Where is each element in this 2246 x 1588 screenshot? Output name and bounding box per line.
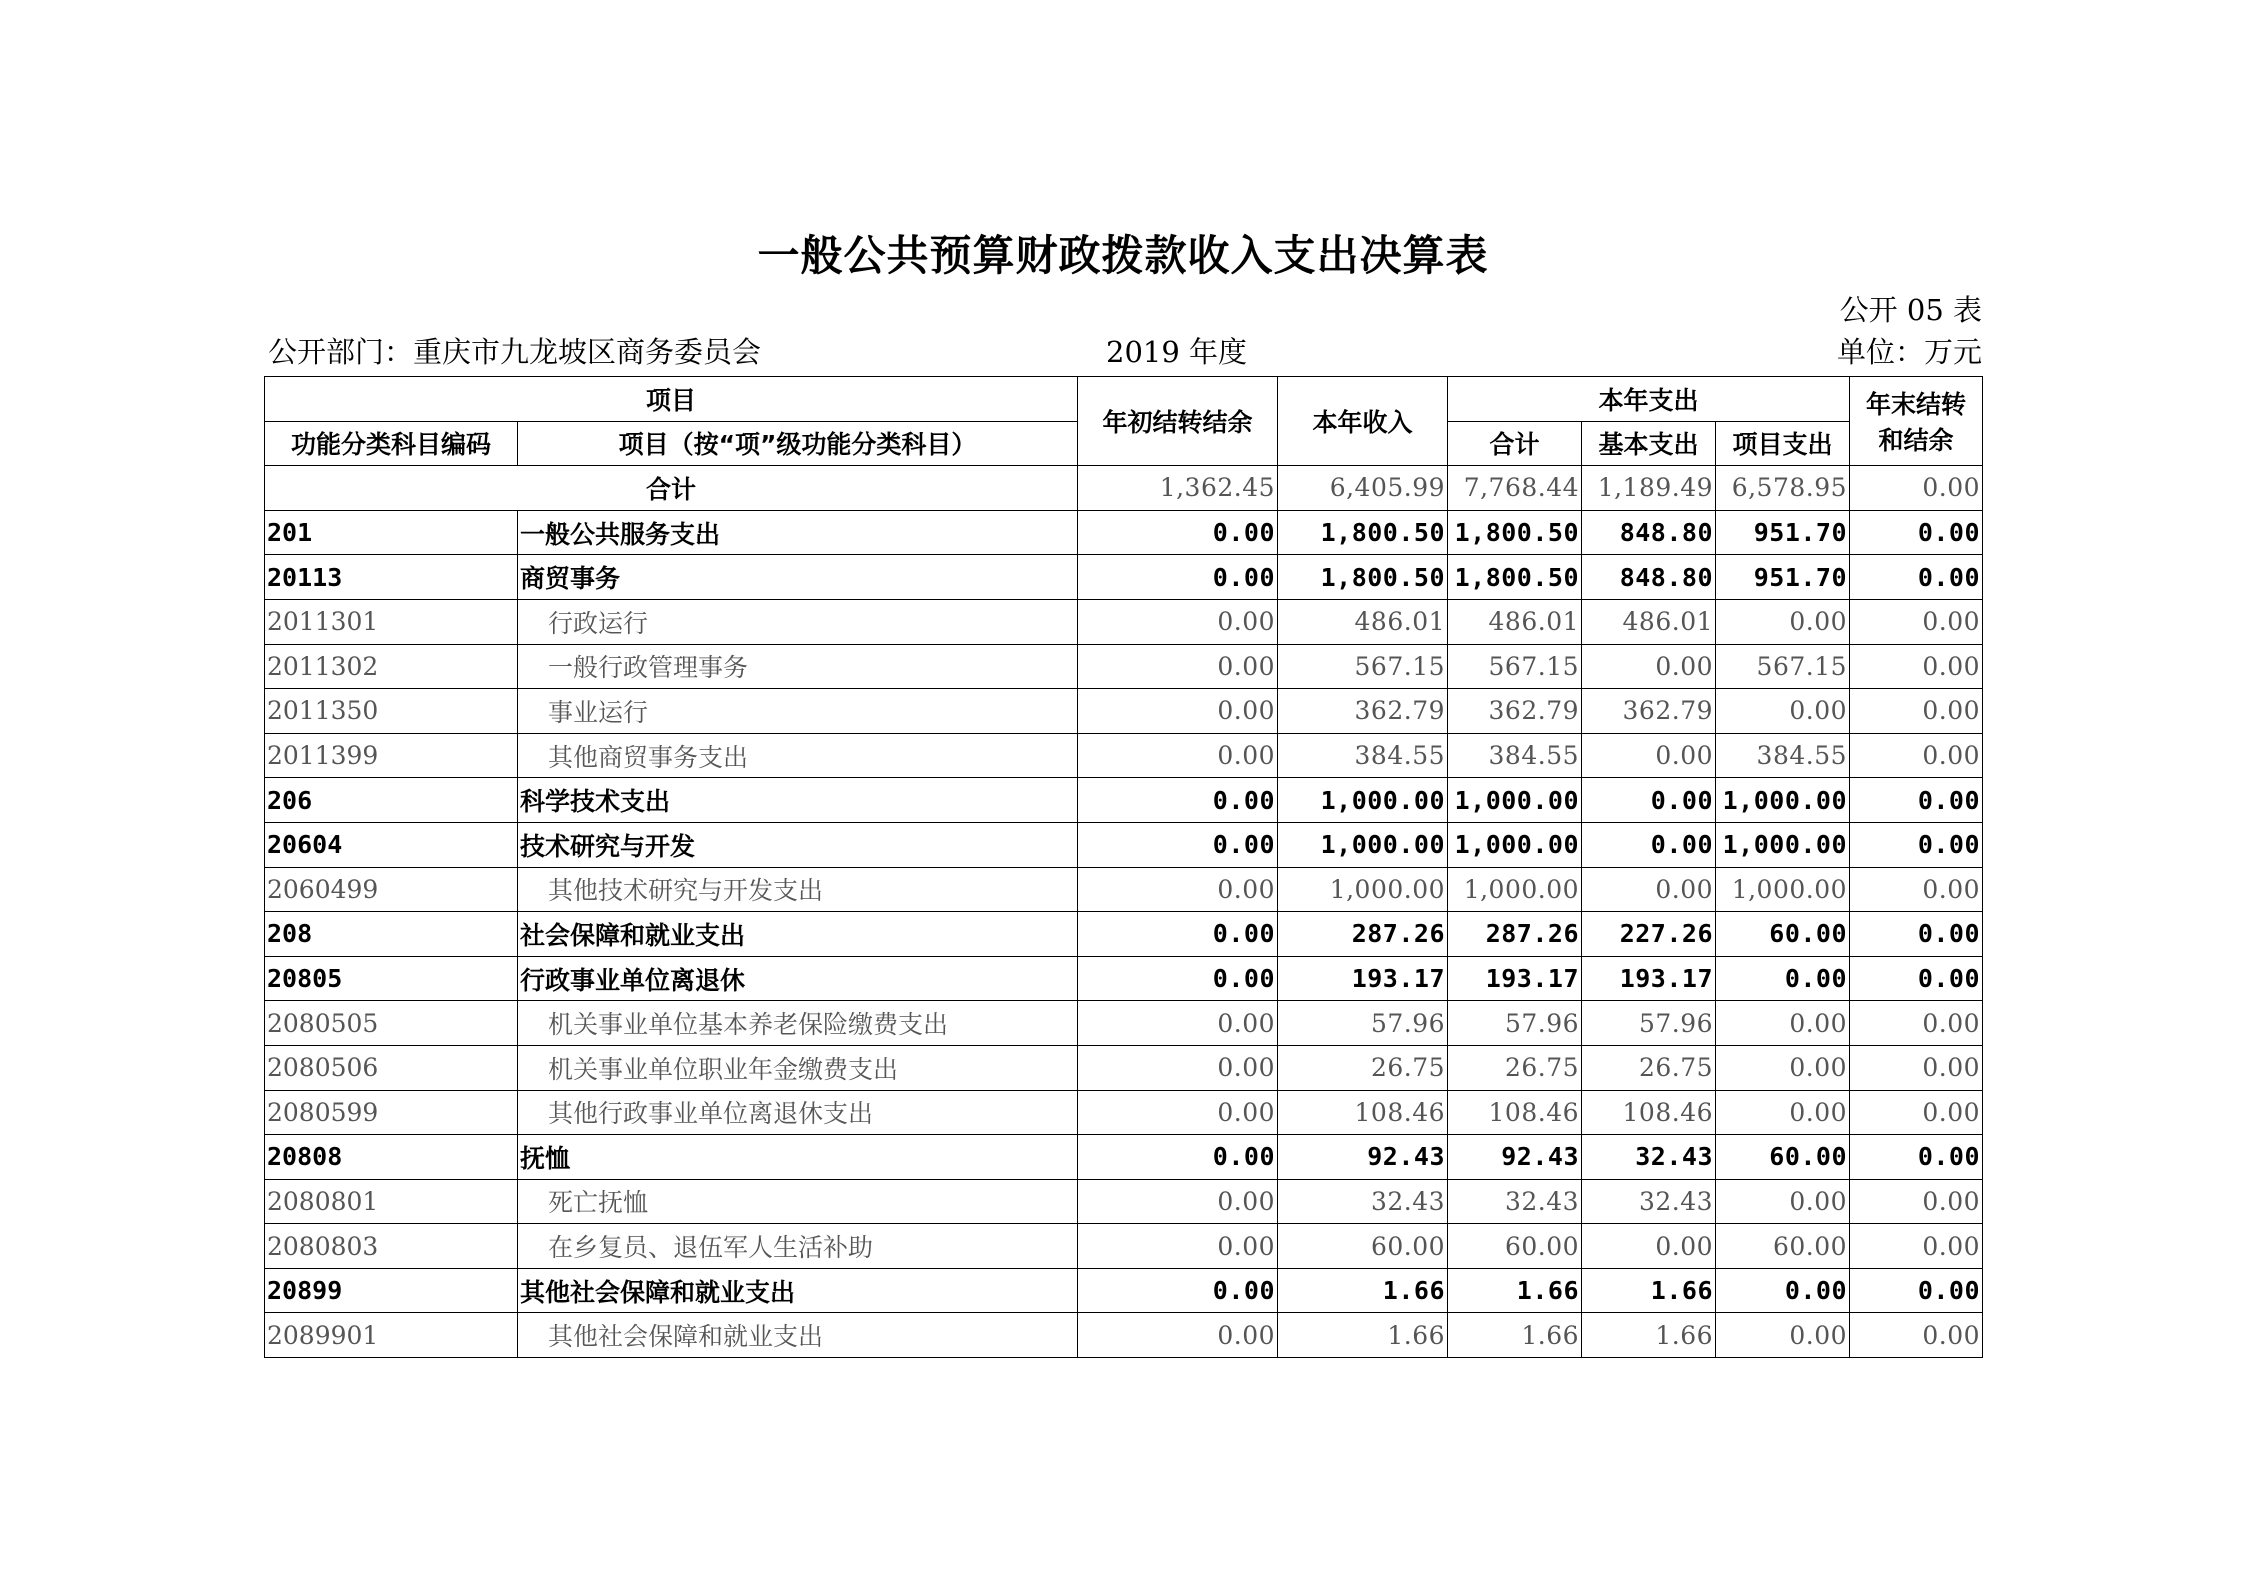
row-opening-balance: 0.00 — [1078, 1001, 1278, 1046]
row-opening-balance: 0.00 — [1078, 1090, 1278, 1135]
row-closing-balance: 0.00 — [1850, 1090, 1983, 1135]
row-income: 32.43 — [1278, 1179, 1448, 1224]
row-code: 20805 — [265, 956, 518, 1001]
row-name: 死亡抚恤 — [518, 1179, 1078, 1224]
row-code: 20899 — [265, 1268, 518, 1313]
row-exp-total: 1.66 — [1448, 1313, 1582, 1358]
row-exp-project: 0.00 — [1716, 956, 1850, 1001]
row-closing-balance: 0.00 — [1850, 778, 1983, 823]
row-exp-basic: 57.96 — [1582, 1001, 1716, 1046]
table-row — [265, 867, 1983, 912]
row-exp-total: 1,800.50 — [1448, 510, 1582, 555]
budget-table — [264, 376, 1983, 1358]
row-exp-project: 60.00 — [1716, 1224, 1850, 1269]
header-closing-balance-line2: 和结余 — [1878, 426, 1954, 456]
row-exp-basic: 0.00 — [1582, 1224, 1716, 1269]
row-exp-basic: 0.00 — [1582, 822, 1716, 867]
row-exp-project: 0.00 — [1716, 1179, 1850, 1224]
row-exp-total: 26.75 — [1448, 1045, 1582, 1090]
row-exp-basic: 0.00 — [1582, 733, 1716, 778]
table-row — [265, 510, 1983, 555]
row-exp-basic: 0.00 — [1582, 867, 1716, 912]
row-exp-total: 1,000.00 — [1448, 822, 1582, 867]
row-exp-total: 1.66 — [1448, 1268, 1582, 1313]
row-code: 20808 — [265, 1135, 518, 1180]
row-exp-total: 60.00 — [1448, 1224, 1582, 1269]
row-code: 20604 — [265, 822, 518, 867]
row-income: 567.15 — [1278, 644, 1448, 689]
table-row — [265, 1179, 1983, 1224]
row-name: 事业运行 — [518, 689, 1078, 734]
row-income: 108.46 — [1278, 1090, 1448, 1135]
row-code: 208 — [265, 912, 518, 957]
row-name: 行政事业单位离退休 — [518, 956, 1078, 1001]
row-exp-basic: 1.66 — [1582, 1268, 1716, 1313]
row-income: 362.79 — [1278, 689, 1448, 734]
fiscal-year: 2019 年度 — [1106, 335, 1248, 369]
form-number: 公开 05 表 — [1839, 293, 1982, 327]
row-opening-balance: 0.00 — [1078, 778, 1278, 823]
row-closing-balance: 0.00 — [1850, 1224, 1983, 1269]
department-label: 公开部门：重庆市九龙坡区商务委员会 — [268, 335, 762, 369]
row-code: 2011302 — [265, 644, 518, 689]
row-exp-total: 1,000.00 — [1448, 778, 1582, 823]
table-row — [265, 1135, 1983, 1180]
row-code: 201 — [265, 510, 518, 555]
row-code: 2089901 — [265, 1313, 518, 1358]
table-row — [265, 1224, 1983, 1269]
row-exp-project: 1,000.00 — [1716, 778, 1850, 823]
row-code: 206 — [265, 778, 518, 823]
row-closing-balance: 0.00 — [1850, 867, 1983, 912]
row-exp-project: 951.70 — [1716, 555, 1850, 600]
row-name: 其他商贸事务支出 — [518, 733, 1078, 778]
row-exp-total: 1,800.50 — [1448, 555, 1582, 600]
row-exp-project: 0.00 — [1716, 1268, 1850, 1313]
row-opening-balance: 0.00 — [1078, 1135, 1278, 1180]
row-closing-balance: 0.00 — [1850, 1179, 1983, 1224]
row-income: 60.00 — [1278, 1224, 1448, 1269]
table-row — [265, 956, 1983, 1001]
row-opening-balance: 0.00 — [1078, 912, 1278, 957]
row-opening-balance: 0.00 — [1078, 1045, 1278, 1090]
row-exp-total: 567.15 — [1448, 644, 1582, 689]
row-income: 1,000.00 — [1278, 867, 1448, 912]
table-row — [265, 822, 1983, 867]
table-row — [265, 1090, 1983, 1135]
row-exp-total: 362.79 — [1448, 689, 1582, 734]
row-closing-balance: 0.00 — [1850, 822, 1983, 867]
row-exp-total: 57.96 — [1448, 1001, 1582, 1046]
row-code: 2080803 — [265, 1224, 518, 1269]
row-income: 1.66 — [1278, 1268, 1448, 1313]
row-income: 1,800.50 — [1278, 555, 1448, 600]
row-exp-basic: 1.66 — [1582, 1313, 1716, 1358]
row-exp-basic: 0.00 — [1582, 778, 1716, 823]
row-name: 一般公共服务支出 — [518, 510, 1078, 555]
row-name: 商贸事务 — [518, 555, 1078, 600]
table-row — [265, 733, 1983, 778]
row-name: 其他社会保障和就业支出 — [518, 1268, 1078, 1313]
row-income: 1,000.00 — [1278, 822, 1448, 867]
table-row — [265, 778, 1983, 823]
row-exp-basic: 362.79 — [1582, 689, 1716, 734]
row-opening-balance: 0.00 — [1078, 1179, 1278, 1224]
row-exp-basic: 32.43 — [1582, 1135, 1716, 1180]
row-opening-balance: 0.00 — [1078, 733, 1278, 778]
row-closing-balance: 0.00 — [1850, 1268, 1983, 1313]
total-exp-project: 6,578.95 — [1716, 466, 1850, 511]
row-opening-balance: 0.00 — [1078, 1268, 1278, 1313]
row-exp-project: 951.70 — [1716, 510, 1850, 555]
header-exp-basic: 基本支出 — [1582, 421, 1716, 466]
table-row — [265, 1045, 1983, 1090]
row-exp-project: 1,000.00 — [1716, 822, 1850, 867]
row-closing-balance: 0.00 — [1850, 1135, 1983, 1180]
table-row — [265, 1268, 1983, 1313]
row-exp-total: 108.46 — [1448, 1090, 1582, 1135]
header-closing-balance-line1: 年末结转 — [1866, 390, 1967, 420]
row-exp-basic: 108.46 — [1582, 1090, 1716, 1135]
header-code: 功能分类科目编码 — [265, 421, 518, 466]
row-opening-balance: 0.00 — [1078, 1224, 1278, 1269]
row-exp-project: 60.00 — [1716, 1135, 1850, 1180]
total-exp-total: 7,768.44 — [1448, 466, 1582, 511]
row-exp-project: 0.00 — [1716, 1001, 1850, 1046]
row-code: 2011350 — [265, 689, 518, 734]
total-opening-balance: 1,362.45 — [1078, 466, 1278, 511]
header-project: 项目 — [265, 377, 1078, 422]
row-income: 486.01 — [1278, 599, 1448, 644]
total-row — [265, 466, 1983, 511]
row-name: 其他社会保障和就业支出 — [518, 1313, 1078, 1358]
row-exp-basic: 193.17 — [1582, 956, 1716, 1001]
row-exp-basic: 0.00 — [1582, 644, 1716, 689]
row-closing-balance: 0.00 — [1850, 912, 1983, 957]
row-exp-project: 0.00 — [1716, 1045, 1850, 1090]
header-opening-balance: 年初结转结余 — [1078, 377, 1278, 466]
row-exp-project: 384.55 — [1716, 733, 1850, 778]
row-exp-total: 287.26 — [1448, 912, 1582, 957]
row-opening-balance: 0.00 — [1078, 956, 1278, 1001]
unit-label: 单位：万元 — [1836, 335, 1982, 369]
row-exp-project: 0.00 — [1716, 689, 1850, 734]
row-closing-balance: 0.00 — [1850, 1001, 1983, 1046]
row-exp-total: 1,000.00 — [1448, 867, 1582, 912]
row-closing-balance: 0.00 — [1850, 599, 1983, 644]
row-exp-basic: 848.80 — [1582, 555, 1716, 600]
row-closing-balance: 0.00 — [1850, 733, 1983, 778]
row-code: 2080506 — [265, 1045, 518, 1090]
row-name: 科学技术支出 — [518, 778, 1078, 823]
row-opening-balance: 0.00 — [1078, 644, 1278, 689]
row-closing-balance: 0.00 — [1850, 689, 1983, 734]
total-income: 6,405.99 — [1278, 466, 1448, 511]
row-exp-basic: 227.26 — [1582, 912, 1716, 957]
row-income: 1,000.00 — [1278, 778, 1448, 823]
header-closing-balance — [1850, 377, 1983, 466]
row-code: 2060499 — [265, 867, 518, 912]
row-exp-basic: 32.43 — [1582, 1179, 1716, 1224]
row-exp-project: 0.00 — [1716, 599, 1850, 644]
row-code: 2011301 — [265, 599, 518, 644]
table-row — [265, 599, 1983, 644]
row-closing-balance: 0.00 — [1850, 1045, 1983, 1090]
row-exp-total: 193.17 — [1448, 956, 1582, 1001]
row-exp-total: 384.55 — [1448, 733, 1582, 778]
table-row — [265, 555, 1983, 600]
row-closing-balance: 0.00 — [1850, 555, 1983, 600]
table-row — [265, 1313, 1983, 1358]
header-name: 项目（按“项”级功能分类科目） — [518, 421, 1078, 466]
row-code: 2080505 — [265, 1001, 518, 1046]
total-exp-basic: 1,189.49 — [1582, 466, 1716, 511]
row-exp-basic: 848.80 — [1582, 510, 1716, 555]
header-income: 本年收入 — [1278, 377, 1448, 466]
row-name: 在乡复员、退伍军人生活补助 — [518, 1224, 1078, 1269]
row-closing-balance: 0.00 — [1850, 644, 1983, 689]
row-code: 2080801 — [265, 1179, 518, 1224]
row-opening-balance: 0.00 — [1078, 599, 1278, 644]
row-opening-balance: 0.00 — [1078, 555, 1278, 600]
row-name: 机关事业单位职业年金缴费支出 — [518, 1045, 1078, 1090]
row-exp-project: 1,000.00 — [1716, 867, 1850, 912]
row-income: 384.55 — [1278, 733, 1448, 778]
table-row — [265, 689, 1983, 734]
header-exp-total: 合计 — [1448, 421, 1582, 466]
row-exp-project: 0.00 — [1716, 1313, 1850, 1358]
row-exp-basic: 26.75 — [1582, 1045, 1716, 1090]
row-name: 一般行政管理事务 — [518, 644, 1078, 689]
row-opening-balance: 0.00 — [1078, 510, 1278, 555]
row-exp-project: 567.15 — [1716, 644, 1850, 689]
row-closing-balance: 0.00 — [1850, 510, 1983, 555]
row-income: 57.96 — [1278, 1001, 1448, 1046]
row-opening-balance: 0.00 — [1078, 822, 1278, 867]
row-code: 20113 — [265, 555, 518, 600]
row-income: 26.75 — [1278, 1045, 1448, 1090]
row-name: 其他技术研究与开发支出 — [518, 867, 1078, 912]
row-name: 技术研究与开发 — [518, 822, 1078, 867]
table-row — [265, 644, 1983, 689]
row-exp-total: 486.01 — [1448, 599, 1582, 644]
row-income: 287.26 — [1278, 912, 1448, 957]
row-exp-project: 60.00 — [1716, 912, 1850, 957]
row-exp-project: 0.00 — [1716, 1090, 1850, 1135]
row-name: 行政运行 — [518, 599, 1078, 644]
header-exp-project: 项目支出 — [1716, 421, 1850, 466]
row-opening-balance: 0.00 — [1078, 1313, 1278, 1358]
row-name: 机关事业单位基本养老保险缴费支出 — [518, 1001, 1078, 1046]
total-closing-balance: 0.00 — [1850, 466, 1983, 511]
row-exp-basic: 486.01 — [1582, 599, 1716, 644]
row-name: 社会保障和就业支出 — [518, 912, 1078, 957]
document-title: 一般公共预算财政拨款收入支出决算表 — [757, 231, 1489, 280]
total-label: 合计 — [265, 466, 1078, 511]
row-income: 193.17 — [1278, 956, 1448, 1001]
table-row — [265, 1001, 1983, 1046]
row-opening-balance: 0.00 — [1078, 689, 1278, 734]
row-exp-total: 92.43 — [1448, 1135, 1582, 1180]
row-code: 2011399 — [265, 733, 518, 778]
row-name: 抚恤 — [518, 1135, 1078, 1180]
row-opening-balance: 0.00 — [1078, 867, 1278, 912]
row-exp-total: 32.43 — [1448, 1179, 1582, 1224]
row-income: 92.43 — [1278, 1135, 1448, 1180]
row-income: 1,800.50 — [1278, 510, 1448, 555]
row-closing-balance: 0.00 — [1850, 956, 1983, 1001]
row-code: 2080599 — [265, 1090, 518, 1135]
row-income: 1.66 — [1278, 1313, 1448, 1358]
row-closing-balance: 0.00 — [1850, 1313, 1983, 1358]
table-row — [265, 912, 1983, 957]
header-expenditure: 本年支出 — [1448, 377, 1850, 422]
row-name: 其他行政事业单位离退休支出 — [518, 1090, 1078, 1135]
